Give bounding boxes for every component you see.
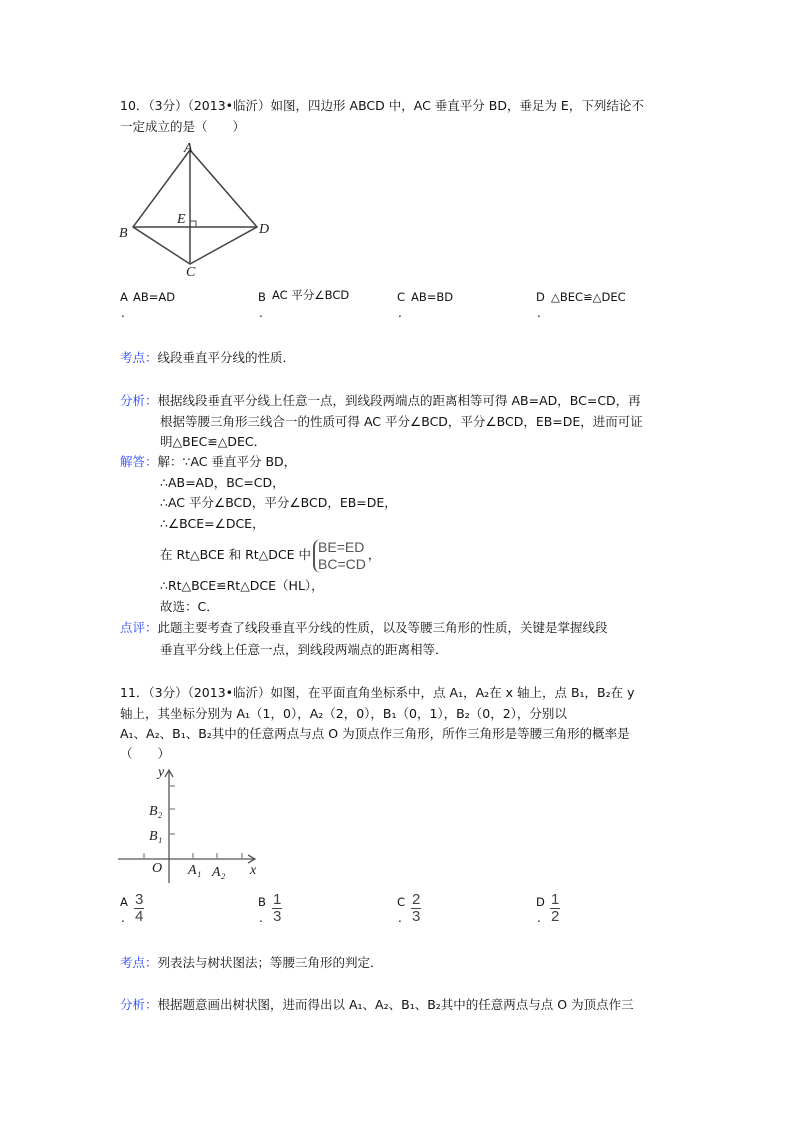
jieda-label: 解答： [120,454,158,469]
q11-stem-line: 11．（3分）（2013•临沂）如图，在平面直角坐标系中，点 A₁，A₂在 x 轴上，点 B₁，B₂在 y [120,685,635,700]
label-a: A [184,141,193,156]
denominator: 2 [551,908,560,925]
right-angle-mark [190,221,196,227]
numerator: 2 [412,891,421,908]
jieda-line: ∴Rt△BCE≌Rt△DCE（HL）， [160,578,324,593]
system-suffix: ， [367,547,381,562]
option-letter: C [397,290,406,304]
equation-system-line [160,537,380,573]
label-a2: A₂ [212,865,226,880]
option-text: △BEC≌△DEC [551,290,626,304]
q10-quadrilateral-figure [110,140,280,285]
label-x: x [250,863,257,878]
option-letter: A [120,290,128,304]
jieda-line: ∴∠BCE=∠DCE， [160,516,265,531]
q11-coordinate-figure [110,760,280,885]
fraction [550,892,560,924]
fraction [272,892,282,924]
kaodian-text: 线段垂直平分线的性质． [157,350,296,365]
option-letter: C [397,895,406,909]
system-prefix: 在 Rt△BCE 和 Rt△DCE 中 [160,547,312,562]
dianping-label: 点评： [120,620,158,635]
fenxi-line: 明△BEC≌△DEC． [160,434,267,449]
fenxi-line: 根据线段垂直平分线上任意一点，到线段两端点的距离相等可得 AB=AD，BC=CD，再 [157,393,641,408]
q11-stem-line: （ ） [120,746,171,761]
kaodian-text: 列表法与树状图法；等腰三角形的判定． [157,955,383,970]
denominator: 3 [273,908,282,925]
kaodian-label: 考点： [120,350,158,365]
option-text: AB=AD [133,290,176,304]
option-text: AC 平分∠BCD [272,288,350,302]
jieda-line: ∴AB=AD，BC=CD， [160,475,285,490]
q11-stem-line: A₁、A₂、B₁、B₂其中的任意两点与点 O 为顶点作三角形，所作三角形是等腰三角形的概率是 [120,726,630,741]
numerator: 3 [135,891,144,908]
fenxi-line: 根据等腰三角形三线合一的性质可得 AC 平分∠BCD，平分∠BCD，EB=DE，进而可证 [160,414,643,429]
option-letter: D [536,895,545,909]
label-c: C [186,265,196,280]
dianping-line: 垂直平分线上任意一点，到线段两端点的距离相等． [160,642,448,657]
denominator: 4 [135,908,144,925]
label-b: B [119,226,128,241]
numerator: 1 [551,891,560,908]
q10-jieda [120,453,296,471]
numerator: 1 [273,891,282,908]
option-letter: B [258,290,266,304]
fenxi-label: 分析： [120,997,158,1012]
q10-kaodian [120,349,295,367]
label-b1: B₁ [149,829,163,844]
q10-stem-line2: 一定成立的是（ ） [120,119,246,134]
fraction [134,892,144,924]
option-letter: B [258,895,266,909]
kaodian-label: 考点： [120,955,158,970]
equation-system [313,539,366,573]
quadrilateral-abcd [133,150,257,264]
equation: BE=ED [318,538,365,555]
q10-fenxi [120,392,641,410]
option-text: AB=BD [411,290,454,304]
label-b2: B₂ [149,804,163,819]
q10-stem-line1: 10．（3分）（2013•临沂）如图，四边形 ABCD 中，AC 垂直平分 BD，垂足为 E，下列结论不 [120,98,644,113]
jieda-line: 故选：C． [160,599,219,614]
dianping-line: 此题主要考查了线段垂直平分线的性质，以及等腰三角形的性质，关键是掌握线段 [157,620,608,635]
q11-stem-line: 轴上，其坐标分别为 A₁（1，0），A₂（2，0），B₁（0，1），B₂（0，2），分别以 [120,706,567,721]
label-e: E [177,212,186,227]
label-a1: A₁ [188,863,202,878]
q11-kaodian [120,954,383,972]
label-origin: O [152,861,163,876]
equation: BC=CD [318,555,366,572]
option-letter: D [536,290,545,304]
label-d: D [259,222,270,237]
fraction [411,892,421,924]
q10-dianping [120,619,608,637]
jieda-line: ∴AC 平分∠BCD，平分∠BCD，EB=DE， [160,495,397,510]
label-y: y [158,765,165,780]
fenxi-text: 根据题意画出树状图，进而得出以 A₁、A₂、B₁、B₂其中的任意两点与点 O 为顶点作三 [157,997,634,1012]
denominator: 3 [412,908,421,925]
option-letter: A [120,895,128,909]
axis-ticks [144,786,242,859]
q11-fenxi [120,996,634,1014]
fenxi-label: 分析： [120,393,158,408]
jieda-line: 解：∵AC 垂直平分 BD， [157,454,297,469]
document-page: 10．（3分）（2013•临沂）如图，四边形 ABCD 中，AC 垂直平分 BD，垂足为 E，下列结论不 一定成立的是（ ） A B D C E A AB=AD . B AC 平分∠BCD . C AB=BD . D △BEC≌△DEC . 考点：线段垂直平分线的性质． 分析：根据线段垂直平分线上任意一点，到线段两端点的距离相等可得 AB=AD，BC=CD，再 根据等腰三角形三线合一的性质可得 AC 平分∠BCD，平分∠BCD，EB=DE，进而可证 明△BEC≌△DEC． 解答：解：∵AC 垂直平分 BD， ∴AB=AD，BC=CD， ∴AC 平分∠BCD，平分∠BCD，EB=DE， ∴∠BCE=∠DCE， 在 Rt△BCE 和 Rt△DCE 中 BE=ED BC=CD ， ∴Rt△BCE≌Rt△DCE（HL）， 故选：C． 点评：此题主要考查了线段垂直平分线的性质，以及等腰三角形的性质，关键是掌握线段 垂直平分线上任意一点，到线段两端点的距离相等． 11．（3分）（2013•临沂）如图，在平面直角坐标系中，点 A₁，A₂在 x 轴上，点 B₁，B₂在 y 轴上，其坐标分别为 A₁（1，0），A₂（2，0），B₁（0，1），B₂（0，2），分别以 A₁、A₂、B₁、B₂其中的任意两点与点 O 为顶点作三角形，所作三角形是等腰三角形的概率是 （ ） y x O A₁ A₂ B₂ B₁ A . $\frac{3}{4}$ B . $\frac{1}{3}$ C . $\frac{2}{3}$ D . $\frac{1}{2}$ 考点：列表法与树状图法；等腰三角形的判定． 分析：根据题意画出树状图，进而得出以 A₁、A₂、B₁、B₂其中的任意两点与点 O 为顶点作三 [0,0,794,1123]
